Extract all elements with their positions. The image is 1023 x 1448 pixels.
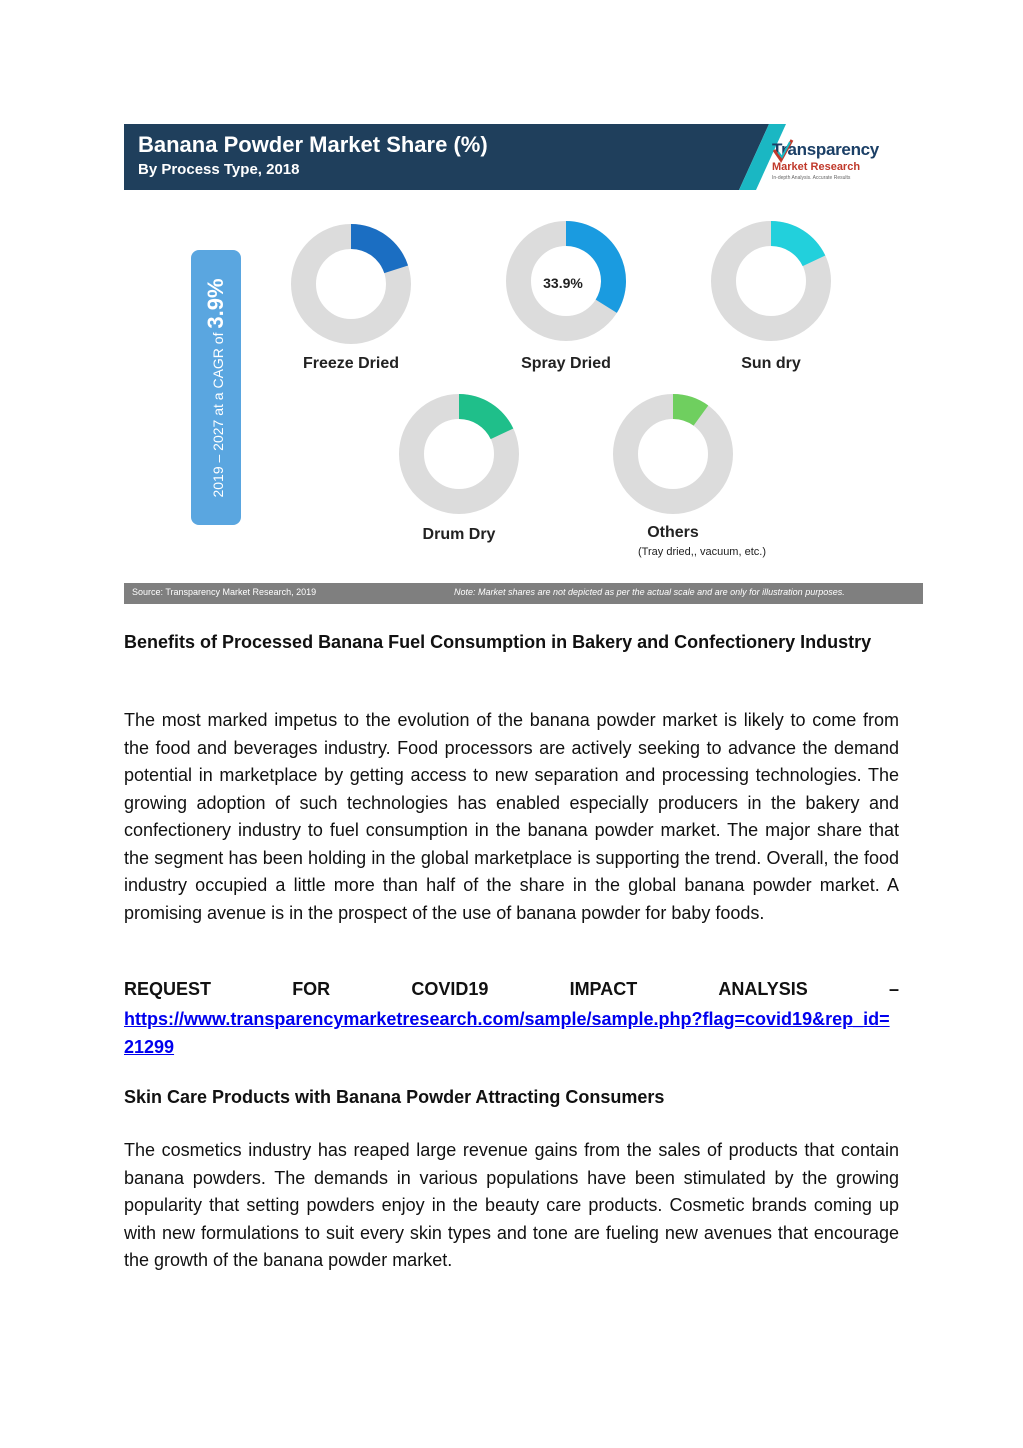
section-heading-bakery: Benefits of Processed Banana Fuel Consumption in Bakery and Confectionery Industry [124, 632, 872, 652]
request-word: REQUEST [124, 979, 212, 999]
donut-note: (Tray dried,, vacuum, etc.) [638, 546, 766, 558]
paragraph-cosmetics: The cosmetics industry has reaped large revenue gains from the sales of products that contain banana powders. The demands in various populations have been stimulated by the growing popularity that setting powders enjoy in the beauty care products. Cosmetic brands coming up with new formulations to suit every skin types and tone are fueling new avenues that encourage the growth of the banana powder market. [124, 1140, 899, 1270]
infographic-title: Banana Powder Market Share (%) [138, 132, 488, 157]
donut-label: Sun dry [741, 355, 801, 372]
covid-request-line [124, 979, 899, 1000]
donut-label: Others [647, 524, 699, 541]
cagr-value: 3.9% [203, 278, 228, 329]
note-text: Note: Market shares are not depicted as per the actual scale and are only for illustration purposes. [454, 587, 845, 597]
request-word: IMPACT [569, 979, 638, 999]
source-text: Source: Transparency Market Research, 2019 [132, 587, 317, 597]
donut-segment [566, 221, 626, 313]
donut-segment [351, 224, 408, 273]
request-word: COVID19 [411, 979, 489, 999]
request-word: FOR [292, 979, 331, 999]
donut-charts [124, 124, 923, 583]
logo-tagline: In-depth Analysis. Accurate Results [772, 175, 851, 181]
paragraph-food-industry: The most marked impetus to the evolution of the banana powder market is likely to come from the food and beverages industry. Food processors are actively seeking to advance the demand potential in marketplace by getting access to new separation and processing technologies. The growing adoption of such technologies has enabled especially producers in the bakery and confectionery industry to fuel consumption in the banana powder market. The major share that the segment has been holding in the global marketplace is supporting the trend. Overall, the food industry occupied a little more than half of the share in the global banana powder market. A promising avenue is in the prospect of the use of banana powder for baby foods. [124, 710, 899, 923]
donut-label: Spray Dried [521, 355, 611, 372]
logo-subwordmark: Market Research [772, 161, 861, 173]
donut-value-label: 33.9% [543, 275, 583, 291]
sample-request-link[interactable]: https://www.transparencymarketresearch.com/sample/sample.php?flag=covid19&rep_id=21299 [124, 1009, 890, 1057]
request-word: – [888, 979, 899, 999]
infographic-footer [124, 583, 923, 604]
logo-wordmark: Transparency [772, 140, 879, 159]
donut-ring [626, 407, 721, 502]
donut-label: Freeze Dried [302, 355, 400, 372]
infographic-subtitle: By Process Type, 2018 [138, 161, 300, 178]
donut-label: Drum Dry [422, 526, 496, 543]
section-heading-skin-care: Skin Care Products with Banana Powder Attracting Consumers [124, 1087, 665, 1107]
cagr-prefix: 2019 – 2027 at a CAGR of [210, 328, 226, 498]
request-word: ANALYSIS [718, 979, 808, 999]
